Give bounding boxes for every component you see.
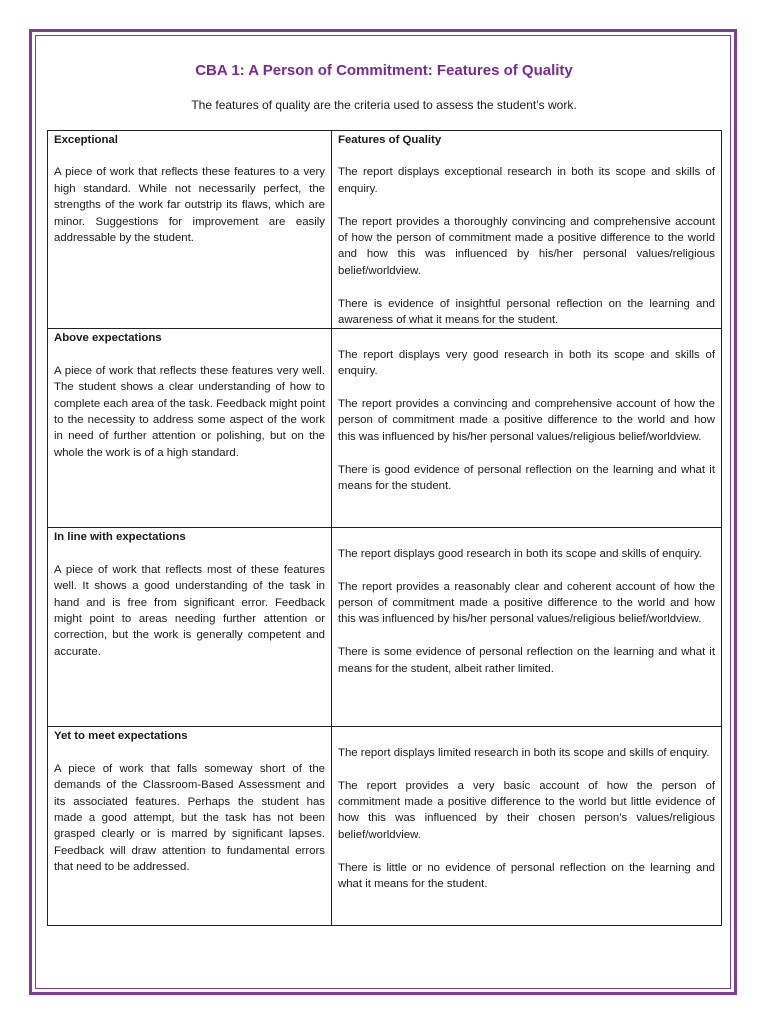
level-cell — [48, 528, 332, 727]
feature-reflection: There is evidence of insightful personal reflection on the learning and awareness of what it means for the student. — [338, 297, 715, 327]
level-cell — [48, 131, 332, 329]
table-row-exceptional — [48, 131, 722, 329]
features-cell — [332, 131, 722, 329]
feature-research: The report displays limited research in both its scope and skills of enquiry. — [338, 746, 710, 759]
level-cell — [48, 329, 332, 528]
features-cell — [332, 528, 722, 727]
level-description: A piece of work that reflects most of these features well. It shows a good understanding of the task in hand and is free from significant error. Feedback might point to areas needing further attention or correction, but the work is generally competent and accurate. — [54, 563, 325, 658]
level-title: In line with expectations — [54, 531, 186, 544]
level-cell — [48, 727, 332, 926]
document-title: CBA 1: A Person of Commitment: Features of Quality — [195, 62, 573, 79]
level-title: Above expectations — [54, 332, 162, 345]
feature-reflection: There is some evidence of personal reflection on the learning and what it means for the student, albeit rather limited. — [338, 646, 715, 675]
feature-reflection: There is little or no evidence of personal reflection on the learning and what it means for the student. — [338, 861, 715, 891]
document-subtitle: The features of quality are the criteria used to assess the student’s work. — [191, 98, 577, 112]
level-description: A piece of work that reflects these features to a very high standard. While not necessarily perfect, the strengths of the work far outstrip its flaws, which are minor. Suggestions for improvement are easily addressable by the student. — [54, 166, 325, 245]
feature-reflection: There is good evidence of personal reflection on the learning and what it means for the student. — [338, 463, 715, 493]
feature-account: The report provides a reasonably clear and coherent account of how the person of commitment made a positive difference to the world and how this was influenced by his/her personal values/religious belief/worldview. — [338, 580, 715, 626]
features-cell — [332, 329, 722, 528]
feature-account: The report provides a very basic account of how the person of commitment made a positive difference to the world but little evidence of how this was influenced by their chosen person’s values/religious belief/worldview. — [338, 779, 715, 841]
feature-research: The report displays good research in both its scope and skills of enquiry. — [338, 547, 702, 560]
features-of-quality-table — [47, 130, 722, 926]
feature-research: The report displays exceptional research in both its scope and skills of enquiry. — [338, 166, 715, 195]
table-row-in-line-with-expectations — [48, 528, 722, 727]
level-title: Exceptional — [54, 134, 118, 146]
table-row-yet-to-meet-expectations — [48, 727, 722, 926]
table-row-above-expectations — [48, 329, 722, 528]
level-description: A piece of work that reflects these features very well. The student shows a clear understanding of how to complete each area of the task. Feedback might point to the necessity to address some aspect of the work in need of further attention or polishing, but on the whole the work is of a high standard. — [54, 364, 326, 459]
level-title: Yet to meet expectations — [54, 730, 188, 743]
feature-research: The report displays very good research in both its scope and skills of enquiry. — [338, 348, 715, 378]
features-cell — [332, 727, 722, 926]
feature-account: The report provides a convincing and comprehensive account of how the person of commitment made a positive difference to the world and how this was influenced by his/her personal values/religious belief/worldview. — [338, 398, 715, 443]
features-header: Features of Quality — [338, 134, 442, 146]
level-description: A piece of work that falls someway short of the demands of the Classroom-Based Assessment and its associated features. Perhaps the student has made a good attempt, but the task has not been grasped clearly or is marred by significant lapses. Feedback will draw attention to fundamental errors that need to be addressed. — [54, 762, 325, 874]
feature-account: The report provides a thoroughly convincing and comprehensive account of how the person of commitment made a positive difference to the world and how this was influenced by his/her personal values/religious belief/worldview. — [338, 215, 715, 277]
